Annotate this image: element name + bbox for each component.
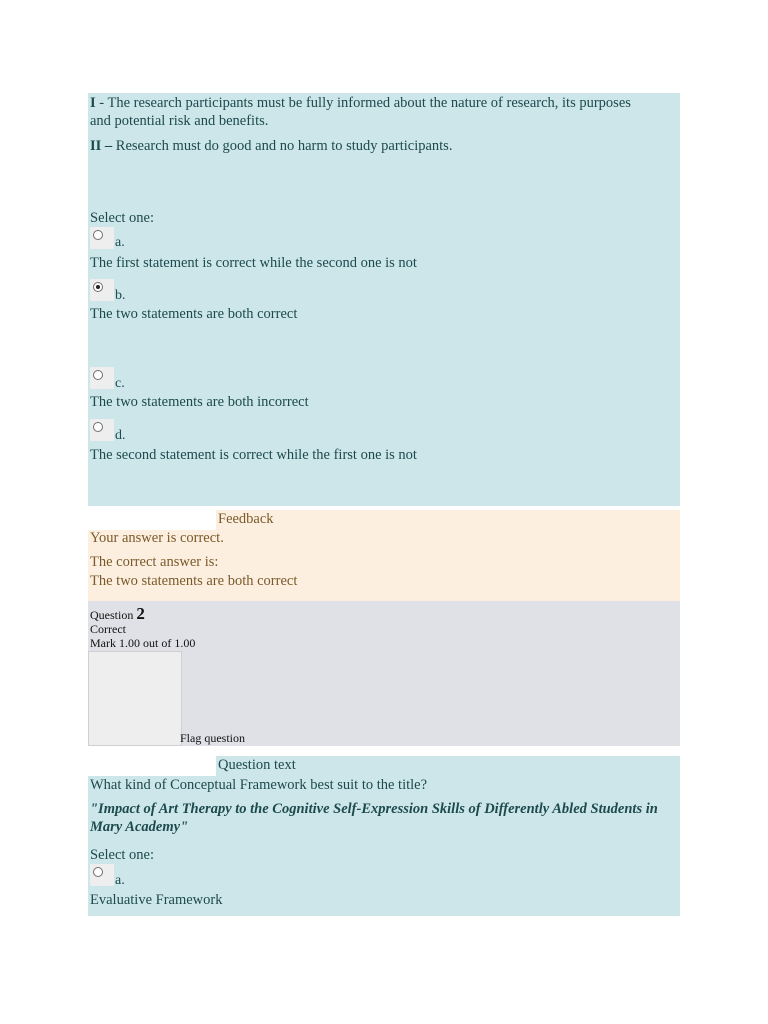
- radio-option-a[interactable]: [90, 227, 114, 249]
- option-d-letter: d.: [115, 428, 126, 443]
- question-number-heading: [90, 604, 145, 624]
- option-a-text[interactable]: The first statement is correct while the second one is not: [90, 255, 417, 271]
- feedback-result: Your answer is correct.: [90, 530, 224, 546]
- option-c-letter: c.: [115, 376, 125, 391]
- radio-circle-icon: [93, 230, 103, 240]
- flag-question-link[interactable]: Flag question: [180, 731, 245, 745]
- option-a-letter: a.: [115, 873, 125, 888]
- radio-circle-icon: [93, 867, 103, 877]
- question-word: Question: [90, 608, 134, 622]
- statement-2: [90, 137, 452, 155]
- question-2-prompt: What kind of Conceptual Framework best suit to the title?: [90, 777, 428, 793]
- question-number: 2: [136, 604, 145, 623]
- question-text-heading: [216, 756, 680, 776]
- statement-1-text: - The research participants must be fully informed about the nature of research, its purposes: [95, 95, 631, 111]
- select-one-label: Select one:: [90, 210, 155, 226]
- statement-2-prefix: II –: [90, 138, 113, 154]
- option-d-text[interactable]: The second statement is correct while the first one is not: [90, 447, 417, 463]
- correct-answer-label: The correct answer is:: [90, 554, 219, 570]
- option-a-text[interactable]: Evaluative Framework: [90, 892, 223, 908]
- radio-selected-icon: [93, 282, 103, 292]
- statement-1-prefix: I: [90, 95, 96, 111]
- radio-option-d[interactable]: [90, 419, 114, 441]
- statement-1: [90, 94, 631, 112]
- radio-circle-icon: [93, 422, 103, 432]
- question-1-content: [88, 93, 680, 506]
- question-text-heading-label: Question text: [218, 757, 296, 773]
- option-b-letter: b.: [115, 288, 126, 303]
- question-status: Correct: [90, 622, 126, 636]
- feedback-box: [88, 530, 680, 601]
- flag-icon[interactable]: [88, 651, 182, 746]
- radio-option-c[interactable]: [90, 367, 114, 389]
- option-b-text[interactable]: The two statements are both correct: [90, 306, 298, 322]
- select-one-label: Select one:: [90, 847, 155, 863]
- question-2-content: [88, 776, 680, 916]
- option-a-letter: a.: [115, 235, 125, 250]
- radio-circle-icon: [93, 370, 103, 380]
- radio-option-a[interactable]: [90, 864, 114, 886]
- radio-option-b[interactable]: [90, 279, 114, 301]
- feedback-heading: [216, 510, 680, 530]
- feedback-heading-text: Feedback: [218, 511, 274, 527]
- question-2-info: [88, 601, 680, 746]
- correct-answer-text: The two statements are both correct: [90, 573, 298, 589]
- option-c-text[interactable]: The two statements are both incorrect: [90, 394, 309, 410]
- question-mark: Mark 1.00 out of 1.00: [90, 636, 196, 650]
- statement-1-continued: and potential risk and benefits.: [90, 113, 269, 129]
- question-2-title: "Impact of Art Therapy to the Cognitive Self-Expression Skills of Differently Abled Students in Mary Academy": [90, 801, 658, 835]
- statement-2-text: Research must do good and no harm to study participants.: [112, 138, 453, 154]
